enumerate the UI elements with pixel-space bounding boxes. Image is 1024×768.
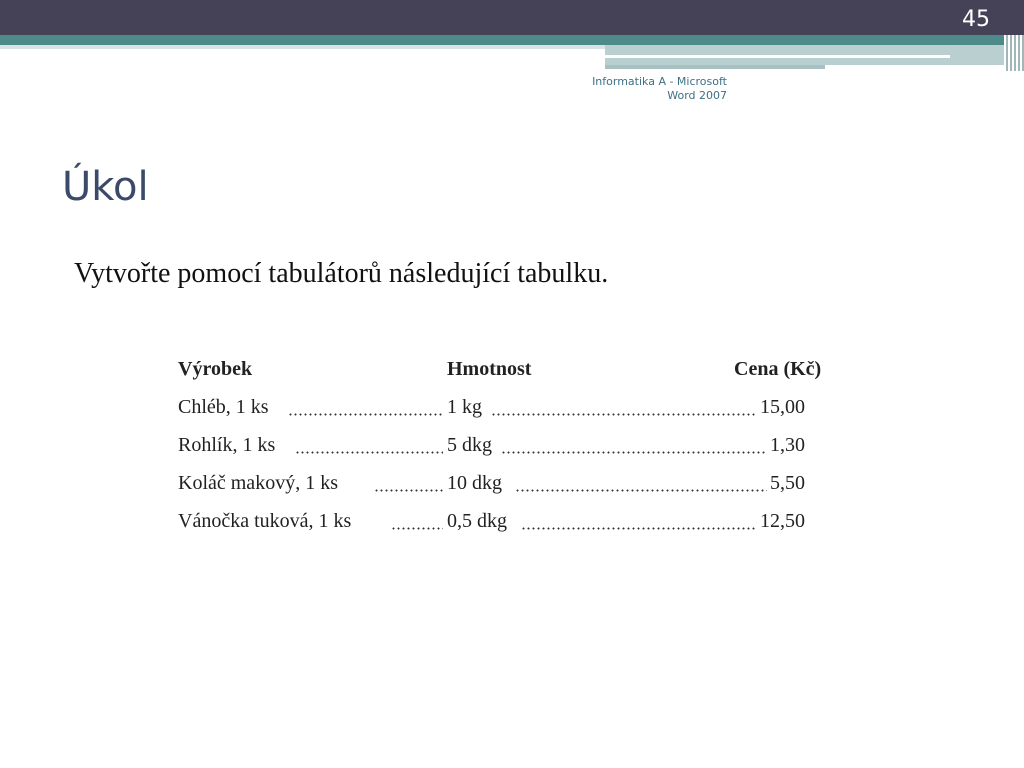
dot-leader bbox=[288, 413, 443, 416]
slide-title: Úkol bbox=[62, 164, 149, 210]
dot-leader bbox=[521, 527, 756, 530]
weight-cell: 10 dkg bbox=[447, 472, 502, 494]
slide-number: 45 bbox=[962, 7, 990, 32]
column-header-weight: Hmotnost bbox=[447, 358, 532, 380]
weight-cell: 5 dkg bbox=[447, 434, 492, 456]
weight-cell: 0,5 dkg bbox=[447, 510, 507, 532]
decorative-band bbox=[605, 65, 825, 69]
table-row bbox=[178, 396, 838, 422]
product-cell: Koláč makový, 1 ks bbox=[178, 472, 338, 494]
header-note: Informatika A - Microsoft Word 2007 bbox=[592, 75, 727, 102]
table-row bbox=[178, 434, 838, 460]
decorative-band bbox=[0, 45, 605, 49]
instruction-text: Vytvořte pomocí tabulátorů následující tabulku. bbox=[74, 258, 609, 289]
price-cell: 15,00 bbox=[760, 396, 805, 418]
dot-leader bbox=[374, 489, 443, 492]
price-cell: 1,30 bbox=[770, 434, 805, 456]
top-bar bbox=[0, 0, 1024, 35]
decorative-band bbox=[0, 35, 1024, 45]
column-header-price: Cena (Kč) bbox=[734, 358, 822, 380]
dot-leader bbox=[501, 451, 766, 454]
price-cell: 5,50 bbox=[770, 472, 805, 494]
dot-leader bbox=[295, 451, 443, 454]
tab-table-image bbox=[178, 354, 858, 544]
dot-leader bbox=[391, 527, 443, 530]
table-row bbox=[178, 510, 838, 536]
product-cell: Rohlík, 1 ks bbox=[178, 434, 276, 456]
table-row bbox=[178, 472, 838, 498]
decorative-band bbox=[605, 55, 950, 58]
product-cell: Vánočka tuková, 1 ks bbox=[178, 510, 352, 532]
dot-leader bbox=[491, 413, 756, 416]
product-cell: Chléb, 1 ks bbox=[178, 396, 269, 418]
weight-cell: 1 kg bbox=[447, 396, 482, 418]
dot-leader bbox=[515, 489, 767, 492]
price-cell: 12,50 bbox=[760, 510, 805, 532]
decorative-stripes bbox=[1004, 35, 1024, 71]
column-header-product: Výrobek bbox=[178, 358, 253, 380]
